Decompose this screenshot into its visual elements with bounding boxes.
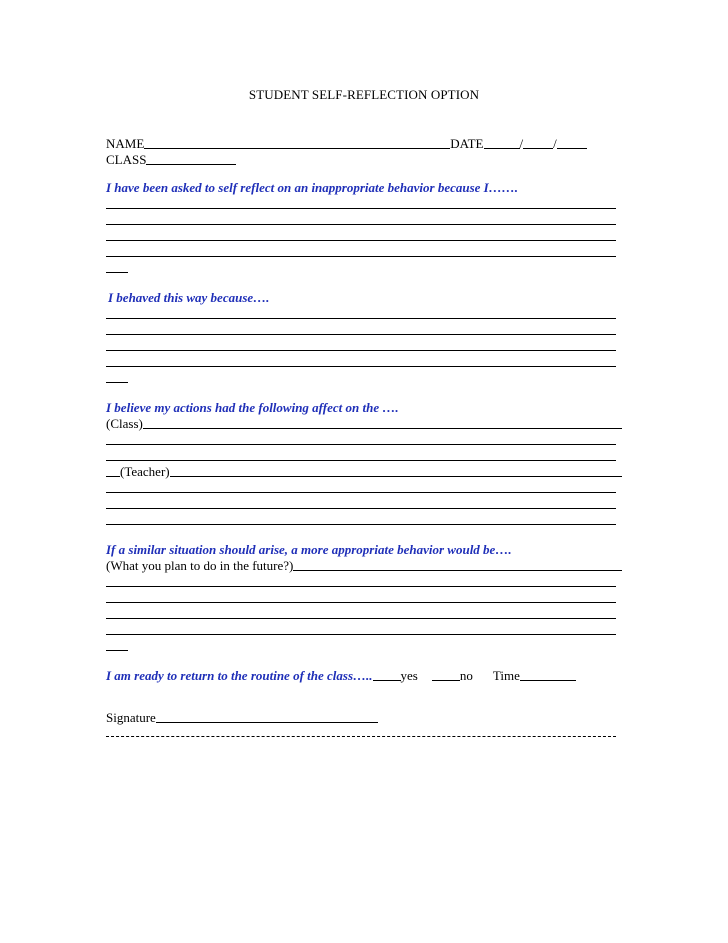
answer-line[interactable] [106, 244, 622, 260]
dashed-divider [106, 726, 622, 742]
worksheet-body [106, 136, 622, 742]
page-title: STUDENT SELF-REFLECTION OPTION [248, 87, 480, 102]
date-separator: / [519, 136, 524, 151]
future-plan-label: (What you plan to do in the future?) [106, 558, 294, 573]
affect-class-label: (Class) [106, 416, 143, 431]
date-separator: / [553, 136, 557, 151]
affect-class-line[interactable] [106, 416, 622, 432]
signature-field[interactable] [156, 721, 378, 723]
date-year-field[interactable] [557, 147, 587, 149]
time-label: Time [492, 668, 520, 683]
answer-line[interactable] [106, 606, 622, 622]
behaved-prompt: I behaved this way because…. [108, 290, 270, 305]
answer-line[interactable] [106, 306, 622, 322]
date-day-field[interactable] [523, 147, 553, 149]
answer-line[interactable] [106, 574, 622, 590]
future-plan-line[interactable] [106, 558, 622, 574]
signature-row [106, 710, 622, 726]
time-field[interactable] [520, 679, 576, 681]
date-month-field[interactable] [484, 147, 520, 149]
answer-line[interactable] [106, 338, 622, 354]
reason-prompt: I have been asked to self reflect on an inappropriate behavior because I……. [106, 180, 518, 195]
ready-row [106, 668, 622, 684]
affect-teacher-label: (Teacher) [120, 464, 170, 479]
name-date-row [106, 136, 622, 152]
answer-line-end[interactable] [106, 260, 622, 276]
ready-prompt: I am ready to return to the routine of the class….. [106, 668, 373, 683]
answer-line[interactable] [106, 590, 622, 606]
answer-line[interactable] [106, 196, 622, 212]
name-field[interactable] [144, 147, 450, 149]
future-prompt: If a similar situation should arise, a more appropriate behavior would be…. [106, 542, 512, 557]
ready-no-label: no [459, 668, 473, 683]
class-label: CLASS [106, 152, 147, 167]
answer-line-end[interactable] [106, 370, 622, 386]
ready-yes-field[interactable] [373, 679, 401, 681]
ready-no-field[interactable] [432, 679, 460, 681]
answer-line[interactable] [106, 432, 622, 448]
answer-line[interactable] [106, 496, 622, 512]
answer-line[interactable] [106, 512, 622, 528]
class-field[interactable] [146, 163, 236, 165]
answer-line[interactable] [106, 228, 622, 244]
affect-prompt: I believe my actions had the following affect on the …. [106, 400, 399, 415]
ready-yes-label: yes [400, 668, 418, 683]
class-row [106, 152, 622, 168]
answer-line[interactable] [106, 622, 622, 638]
answer-line[interactable] [106, 480, 622, 496]
answer-line[interactable] [106, 322, 622, 338]
answer-line[interactable] [106, 212, 622, 228]
affect-teacher-line[interactable] [106, 464, 622, 480]
signature-label: Signature [106, 710, 156, 725]
answer-line[interactable] [106, 354, 622, 370]
answer-line-end[interactable] [106, 638, 622, 654]
answer-line[interactable] [106, 448, 622, 464]
name-label: NAME [106, 136, 145, 151]
date-label: DATE [450, 136, 484, 151]
